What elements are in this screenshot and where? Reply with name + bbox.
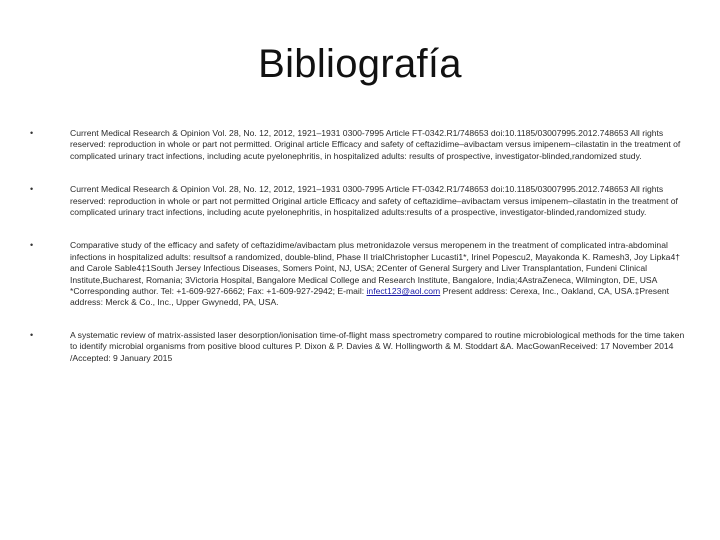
reference-list bbox=[30, 128, 690, 386]
reference-text-before-email: Comparative study of the efficacy and safety of ceftazidime/avibactam plus metronidazole versus meropenem in the treatment of complicated intra-abdominal infections in hospitalized adults: resultsof a randomized, double-blind, Phase II trialChristopher Lucasti1*, Irinel Popescu2, Mayakonda K. Ramesh3, Joy Lipka4† and Carole Sable4‡1South Jersey Infectious Diseases, Somers Point, NJ, USA; 2Center of General Surgery and Liver Transplantation, Fundeni Clinical Institute,Bucharest, Romania; 3Victoria Hospital, Bangalore Medical College and Research Institute, Bangalore, India;4AstraZeneca, Wilmington, DE, USA *Corresponding author. Tel: +1-609-927-6662; Fax: +1-609-927-2942; E-mail: bbox=[70, 240, 681, 297]
bullet-icon: • bbox=[30, 329, 34, 340]
reference-item bbox=[30, 184, 690, 218]
reference-text-after-email: Present address: Cerexa, Inc., Oakland, CA, USA.‡Present address: Merck & Co., Inc., Upper Gwynedd, PA, USA. bbox=[70, 286, 670, 308]
email-link[interactable]: infect123@aol.com bbox=[366, 286, 441, 297]
reference-text: A systematic review of matrix-assisted laser desorption/ionisation time-of-flight mass spectrometry compared to routine microbiological methods for the time taken to identify microbial organisms from positive blood cultures P. Dixon & P. Davies & W. Hollingworth & M. Stoddart &A. MacGowanReceived: 17 November 2014 /Accepted: 9 January 2015 bbox=[70, 329, 685, 363]
reference-item bbox=[30, 330, 690, 364]
reference-text: Current Medical Research & Opinion Vol. 28, No. 12, 2012, 1921–1931 0300-7995 Article FT-0342.R1/748653 doi:10.1185/03007995.2012.748653 All rights reserved: reproduction in whole or part not permitted Original article Efficacy and safety of ceftazidime–avibactam versus imipenem–cilastatin in the treatment of complicated urinary tract infections, including acute pyelonephritis, in hospitalized adults:results of a prospective, investigator-blinded,randomized study. bbox=[70, 184, 678, 218]
reference-item bbox=[30, 128, 690, 162]
slide-title: Bibliografía bbox=[258, 42, 462, 86]
bullet-icon: • bbox=[30, 128, 34, 138]
bullet-icon: • bbox=[30, 184, 34, 195]
reference-item bbox=[30, 240, 690, 308]
reference-text: Current Medical Research & Opinion Vol. 28, No. 12, 2012, 1921–1931 0300-7995 Article FT-0342.R1/748653 doi:10.1185/03007995.2012.748653 All rights reserved: reproduction in whole or part not permitted. Original article Efficacy and safety of ceftazidime–avibactam versus imipenem–cilastatin in the treatment of complicated urinary tract infections, including acute pyelonephritis, in hospitalized adults: results of prospective, investigator-blinded,randomized study. bbox=[70, 128, 681, 161]
bullet-icon: • bbox=[30, 240, 34, 251]
